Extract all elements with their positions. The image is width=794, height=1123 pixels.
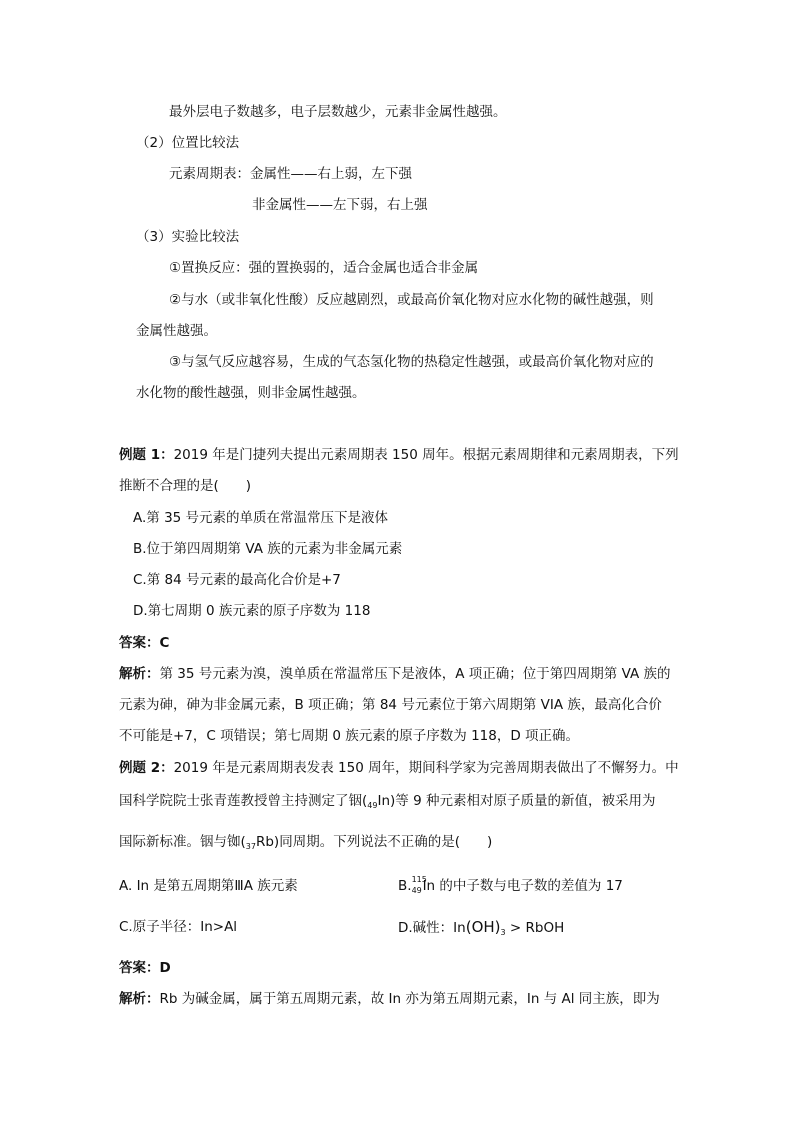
stem-text: )同周期。下列说法不正确的是( ) — [273, 834, 493, 850]
hydroxide-subscript: 3 — [500, 928, 506, 937]
example1-option-b: B.位于第四周期第 VA 族的元素为非金属元素 — [133, 541, 403, 557]
stem-text: 国科学院院士张青莲教授曾主持测定了铟( — [119, 793, 368, 809]
answer-label: 答案： — [119, 635, 160, 651]
method3-item2-line2: 金属性越强。 — [136, 323, 217, 339]
periodic-table-label: 元素周期表： — [169, 166, 250, 182]
nuclide-symbol: In — [422, 878, 436, 894]
example1-stem-line1 — [119, 446, 679, 464]
method2-heading: （2）位置比较法 — [136, 135, 240, 151]
rubidium-atomic-number: 37 — [245, 842, 256, 851]
answer-label: 答案： — [119, 960, 160, 976]
example1-answer — [119, 634, 169, 652]
method3-item3-line1: ③与氢气反应越容易，生成的气态氢化物的热稳定性越强，或最高价氧化物对应的 — [169, 354, 654, 370]
example1-label: 例题 1： — [119, 447, 174, 463]
analysis-label: 解析： — [119, 991, 160, 1007]
stem-text: 国际新标准。铟与铷( — [119, 834, 246, 850]
indium-symbol: In — [377, 793, 391, 809]
example1-analysis-line3: 不可能是+7，C 项错误；第七周期 0 族元素的原子序数为 118，D 项正确。 — [119, 728, 580, 744]
rubidium-symbol: Rb — [255, 834, 274, 850]
answer-value: D — [159, 960, 171, 976]
analysis-label: 解析： — [119, 666, 160, 682]
method3-heading: （3）实验比较法 — [136, 229, 240, 245]
hydroxide-group: (OH) — [465, 918, 501, 936]
stem-text: )等 9 种元素相对原子质量的新值，被采用为 — [390, 793, 656, 809]
metal-rule: 金属性——右上弱，左下强 — [250, 166, 412, 182]
example2-option-c: C.原子半径：In>Al — [119, 919, 238, 935]
method3-item3-line2: 水化物的酸性越强，则非金属性越强。 — [136, 385, 366, 401]
nonmetal-rule: 非金属性——左下弱，右上强 — [252, 197, 428, 213]
example2-stem-line3 — [119, 833, 492, 856]
example1-stem-text: 2019 年是门捷列夫提出元素周期表 150 周年。根据元素周期律和元素周期表，下列 — [173, 447, 679, 463]
method3-item1: ①置换反应：强的置换弱的，适合金属也适合非金属 — [169, 260, 479, 276]
periodic-table-rule — [169, 165, 412, 183]
example1-analysis-line1 — [119, 665, 670, 683]
mass-number: 115 — [411, 875, 427, 884]
nuclide-notation — [411, 875, 427, 895]
option-text: > RbOH — [505, 920, 565, 936]
example2-analysis-line1 — [119, 990, 660, 1008]
example1-option-c: C.第 84 号元素的最高化合价是+7 — [133, 572, 341, 588]
example2-option-a: A. In 是第五周期第ⅢA 族元素 — [119, 878, 298, 894]
option-text: 的中子数与电子数的差值为 17 — [435, 878, 623, 894]
example2-stem-line2 — [119, 792, 655, 815]
example2-option-d — [398, 918, 564, 942]
option-text: D.碱性：In — [398, 920, 466, 936]
example2-option-b — [398, 877, 623, 895]
example2-stem-text: 2019 年是元素周期表发表 150 周年，期间科学家为完善周期表做出了不懈努力。中 — [173, 760, 679, 776]
method3-item2-line1: ②与水（或非氧化性酸）反应越剧烈，或最高价氧化物对应水化物的碱性越强，则 — [169, 292, 654, 308]
method1-text: 最外层电子数越多，电子层数越少，元素非金属性越强。 — [169, 104, 507, 120]
indium-atomic-number: 49 — [367, 801, 378, 810]
analysis-text: Rb 为碱金属，属于第五周期元素，故 In 亦为第五周期元素，In 与 Al 同主族，即为 — [159, 991, 660, 1007]
example2-answer — [119, 959, 171, 977]
example2-label: 例题 2： — [119, 760, 174, 776]
example1-option-a: A.第 35 号元素的单质在常温常压下是液体 — [133, 510, 389, 526]
analysis-text: 第 35 号元素为溴，溴单质在常温常压下是液体，A 项正确；位于第四周期第 VA 族的 — [159, 666, 671, 682]
example1-option-d: D.第七周期 0 族元素的原子序数为 118 — [133, 603, 371, 619]
example1-analysis-line2: 元素为砷，砷为非金属元素，B 项正确；第 84 号元素位于第六周期第 VIA 族，最高化合价 — [119, 697, 662, 713]
example2-stem-line1 — [119, 759, 679, 777]
option-letter: B. — [398, 878, 412, 894]
example1-stem-line2: 推断不合理的是( ) — [119, 478, 252, 494]
atomic-number: 49 — [411, 886, 422, 895]
answer-value: C — [159, 635, 170, 651]
